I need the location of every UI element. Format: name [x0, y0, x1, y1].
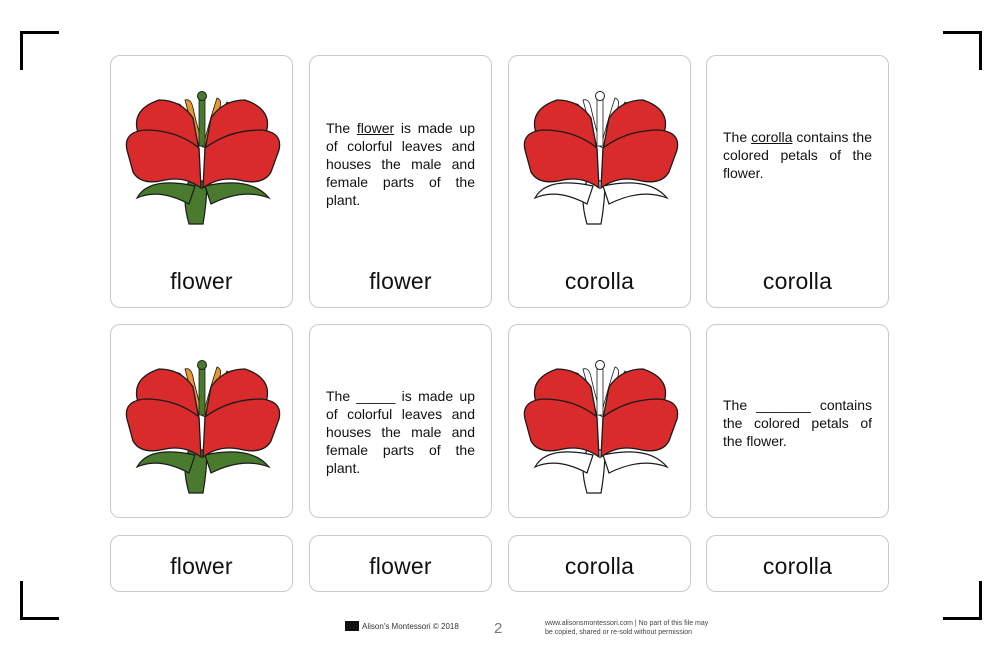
legal-line-2: be copied, shared or re-sold without permission — [545, 629, 693, 636]
page-number: 2 — [494, 620, 503, 637]
definition-card-corolla-blank — [706, 324, 889, 518]
legal-line-1: www.alisonsmontessori.com | No part of this file may — [545, 620, 709, 627]
card-label: corolla — [762, 553, 833, 579]
corolla-illustration — [517, 345, 683, 497]
copyright-text: Alison's Montessori © 2018 — [362, 621, 459, 631]
card-label: flower — [369, 268, 432, 294]
card-label: corolla — [564, 553, 635, 579]
flower-illustration — [119, 345, 285, 497]
crop-mark-bottom-right — [943, 581, 982, 620]
card-label: corolla — [564, 268, 635, 294]
picture-card-flower — [110, 55, 293, 308]
picture-card-corolla — [508, 55, 691, 308]
corolla-illustration — [517, 76, 683, 228]
picture-card-flower-unlabeled — [110, 324, 293, 518]
definition-text-blank: The _____ is made up of colorful leaves and houses the male and female parts of the plant. — [326, 388, 475, 476]
label-card-corolla — [508, 535, 691, 592]
definition-text: The corolla contains the colored petals of the flower. — [723, 129, 873, 181]
montessori-logo-icon — [345, 621, 359, 631]
card-label: flower — [170, 268, 233, 294]
highlighted-term: flower — [356, 120, 395, 136]
crop-mark-top-right — [943, 31, 982, 70]
card-label: flower — [369, 553, 432, 579]
label-card-corolla — [706, 535, 889, 592]
footer-copyright — [345, 621, 459, 631]
label-card-flower — [110, 535, 293, 592]
card-label: corolla — [762, 268, 833, 294]
crop-mark-bottom-left — [20, 581, 59, 620]
label-card-flower — [309, 535, 492, 592]
highlighted-term: corolla — [751, 129, 793, 145]
footer-legal — [545, 619, 735, 637]
definition-card-corolla — [706, 55, 889, 308]
card-label: flower — [170, 553, 233, 579]
crop-mark-top-left — [20, 31, 59, 70]
definition-card-flower-blank — [309, 324, 492, 518]
definition-text: The flower is made up of colorful leaves and houses the male and female parts of the plant. — [326, 120, 475, 208]
picture-card-corolla-unlabeled — [508, 324, 691, 518]
flower-illustration — [119, 76, 285, 228]
definition-card-flower — [309, 55, 492, 308]
definition-text-blank: The _______ contains the colored petals of the flower. — [723, 397, 872, 449]
